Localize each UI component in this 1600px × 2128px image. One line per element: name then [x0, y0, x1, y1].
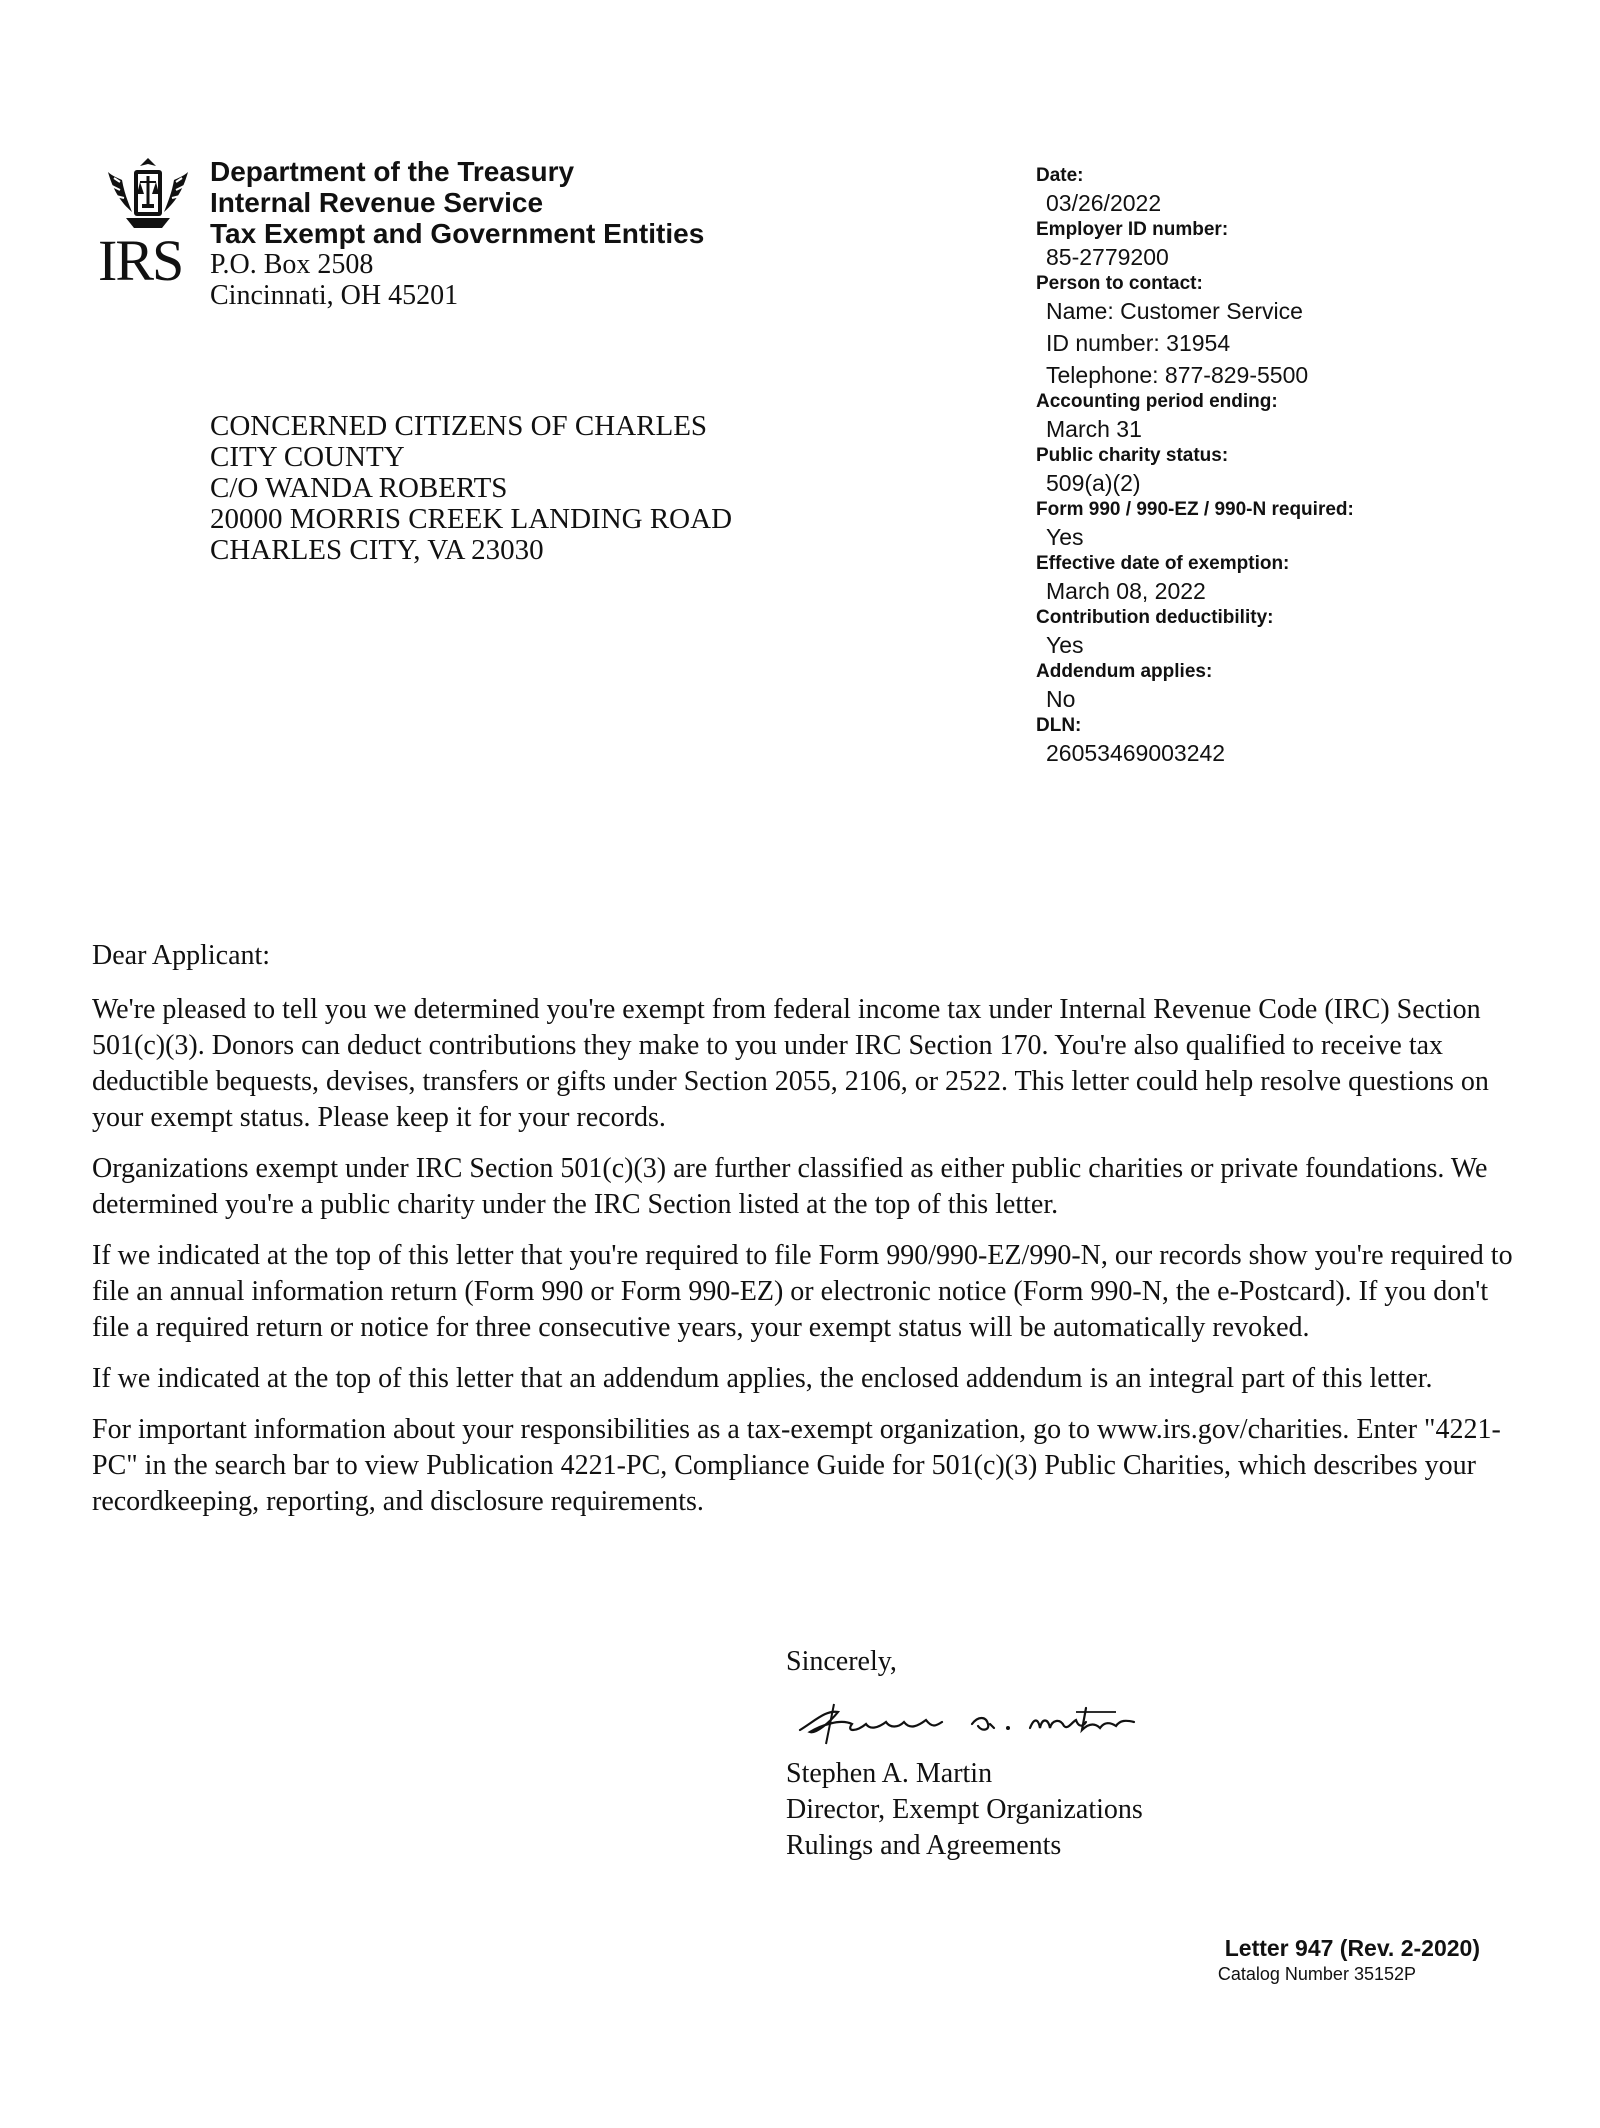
body-paragraph: For important information about your responsibilities as a tax-exempt organization, go to www.irs.gov/charities. Enter "4221-PC" in the search bar to view Publication 4221-PC, Compliance Guide for 501(c)(3) Public Charities, which describes your recordkeeping, reporting, and disclosure requirements.: [92, 1414, 1501, 1517]
addendum-value: No: [1046, 686, 1076, 712]
agency-city: Cincinnati, OH 45201: [210, 280, 459, 311]
contact-phone: Telephone: 877-829-5500: [1046, 362, 1309, 388]
form-required-value: Yes: [1046, 524, 1084, 550]
dln-label: DLN:: [1036, 715, 1082, 736]
body-paragraph: We're pleased to tell you we determined you're exempt from federal income tax under Internal Revenue Code (IRC) Section 501(c)(3). Donors can deduct contributions they make to you under IRC Section 170. You're also qualified to receive tax deductible bequests, devises, transfers or gifts under Section 2055, 2106, or 2522. This letter could help resolve questions on your exempt status. Please keep it for your records.: [92, 994, 1489, 1133]
service-name: Internal Revenue Service: [210, 187, 544, 218]
date-value: 03/26/2022: [1046, 190, 1162, 216]
dln-value: 26053469003242: [1046, 740, 1226, 766]
catalog-number: Catalog Number 35152P: [1217, 1964, 1416, 1984]
recipient-line: 20000 MORRIS CREEK LANDING ROAD: [210, 503, 733, 535]
salutation: Dear Applicant:: [92, 940, 271, 971]
charity-status-label: Public charity status:: [1036, 445, 1229, 466]
handwritten-signature: [786, 1682, 1146, 1752]
division-name: Tax Exempt and Government Entities: [210, 218, 705, 249]
form-required-label: Form 990 / 990-EZ / 990-N required:: [1036, 499, 1354, 520]
body-paragraph: If we indicated at the top of this letter that an addendum applies, the enclosed addendum is an integral part of this letter.: [92, 1363, 1433, 1394]
signer-unit: Rulings and Agreements: [786, 1830, 1062, 1861]
signer-name: Stephen A. Martin: [786, 1758, 993, 1789]
irs-logo-text: IRS: [98, 228, 183, 293]
ein-value: 85-2779200: [1046, 244, 1169, 270]
addendum-label: Addendum applies:: [1036, 661, 1213, 682]
charity-status-value: 509(a)(2): [1046, 470, 1141, 496]
period-label: Accounting period ending:: [1036, 391, 1278, 412]
recipient-line: C/O WANDA ROBERTS: [210, 472, 508, 504]
footer: [1218, 1934, 1480, 1986]
signature-block: [786, 1644, 1146, 1864]
effective-date-value: March 08, 2022: [1046, 578, 1206, 604]
department-name: Department of the Treasury: [210, 156, 575, 187]
contact-label: Person to contact:: [1036, 273, 1203, 294]
recipient-address: [210, 411, 732, 566]
contact-id: ID number: 31954: [1046, 330, 1231, 356]
ein-label: Employer ID number:: [1036, 219, 1229, 240]
letter-body: [92, 938, 1522, 1535]
period-value: March 31: [1046, 416, 1142, 442]
recipient-line: CHARLES CITY, VA 23030: [210, 534, 544, 566]
body-paragraph: If we indicated at the top of this letter that you're required to file Form 990/990-EZ/990-N, our records show you're required to file an annual information return (Form 990 or Form 990-EZ) or electronic notice (Form 990-N, the e-Postcard). If you don't file a required return or notice for three consecutive years, your exempt status will be automatically revoked.: [92, 1240, 1513, 1343]
body-paragraph: Organizations exempt under IRC Section 501(c)(3) are further classified as either public charities or private foundations. We determined you're a public charity under the IRC Section listed at the top of this letter.: [92, 1153, 1488, 1220]
date-label: Date:: [1036, 165, 1084, 186]
deductibility-label: Contribution deductibility:: [1036, 607, 1274, 628]
po-box: P.O. Box 2508: [210, 249, 374, 280]
recipient-line: CONCERNED CITIZENS OF CHARLES: [210, 410, 708, 442]
form-number: Letter 947 (Rev. 2-2020): [1224, 1935, 1480, 1961]
recipient-line: CITY COUNTY: [210, 441, 405, 473]
agency-block: [210, 156, 704, 311]
contact-name: Name: Customer Service: [1046, 298, 1303, 324]
closing: Sincerely,: [786, 1646, 897, 1677]
info-column: [1036, 165, 1556, 769]
deductibility-value: Yes: [1046, 632, 1084, 658]
signer-title: Director, Exempt Organizations: [786, 1794, 1143, 1825]
effective-date-label: Effective date of exemption:: [1036, 553, 1290, 574]
